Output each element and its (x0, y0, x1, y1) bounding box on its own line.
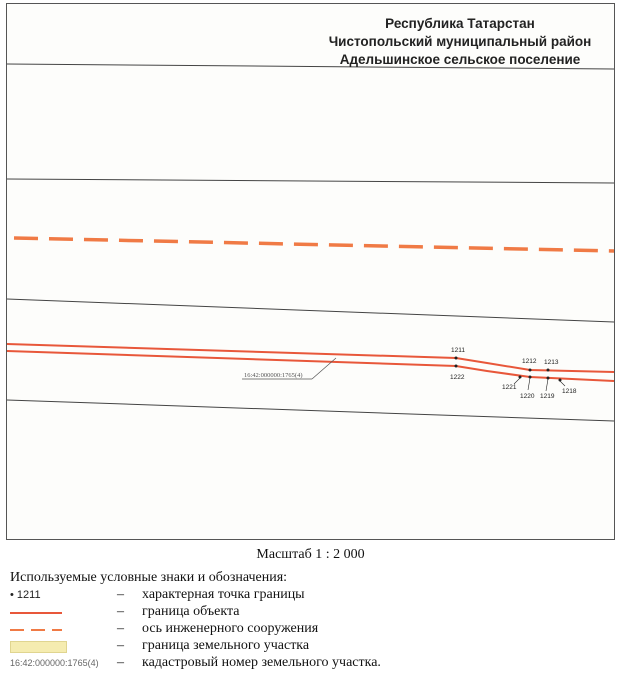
leader-line (560, 381, 565, 386)
boundary-point-1211 (455, 357, 458, 360)
point-label-1213: 1213 (544, 359, 559, 366)
legend-symbol-point: • 1211 (10, 589, 41, 601)
legend-dash: – (117, 587, 124, 602)
point-label-1212: 1212 (522, 358, 537, 365)
leader-line (528, 378, 530, 390)
legend-dash: – (117, 638, 124, 653)
point-label-1218: 1218 (562, 388, 577, 395)
leader-line (546, 379, 548, 391)
legend-symbol-cadastral-number: 16:42:000000:1765(4) (10, 658, 99, 668)
legend-symbol-engineering-axis (10, 621, 90, 638)
title-settlement: Адельшинское сельское поселение (339, 52, 581, 67)
legend-dash: – (117, 621, 124, 636)
legend-desc: ось инженерного сооружения (142, 621, 319, 636)
legend-item-point (10, 587, 610, 604)
legend-item-engineering-axis (10, 621, 610, 638)
road-edge-line (7, 179, 614, 183)
point-label-1221: 1221 (502, 384, 517, 391)
object-boundary-bottom (7, 351, 614, 381)
parcel-cadastral-label: 16:42:000000:1765(4) (244, 372, 303, 379)
legend-desc: граница земельного участка (142, 638, 310, 653)
map-title (300, 15, 620, 69)
legend-desc: характерная точка границы (142, 587, 305, 602)
legend-symbol-object-boundary (10, 604, 90, 621)
engineering-axis-line (14, 238, 614, 251)
legend-symbol-parcel-boundary (10, 638, 90, 655)
boundary-point-1222 (455, 365, 458, 368)
legend-item-cadastral-number (10, 655, 610, 672)
scale-label: Масштаб 1 : 2 000 (256, 547, 365, 562)
title-republic: Республика Татарстан (385, 16, 535, 31)
road-edge-line (7, 299, 614, 322)
point-label-1211: 1211 (451, 347, 465, 354)
boundary-point-1213 (547, 369, 550, 372)
legend-desc: граница объекта (142, 604, 240, 619)
legend-title: Используемые условные знаки и обозначения: (10, 570, 288, 585)
boundary-point-1212 (529, 369, 532, 372)
road-edge-line (7, 400, 614, 421)
title-district: Чистопольский муниципальный район (328, 34, 592, 49)
point-label-1219: 1219 (540, 393, 555, 400)
legend-dash: – (117, 604, 124, 619)
point-label-1220: 1220 (520, 393, 535, 400)
legend-desc: кадастровый номер земельного участка. (142, 655, 381, 670)
point-label-1222: 1222 (450, 374, 465, 381)
legend-item-parcel-boundary (10, 638, 610, 655)
legend-dash: – (117, 655, 124, 670)
legend-item-object-boundary (10, 604, 610, 621)
